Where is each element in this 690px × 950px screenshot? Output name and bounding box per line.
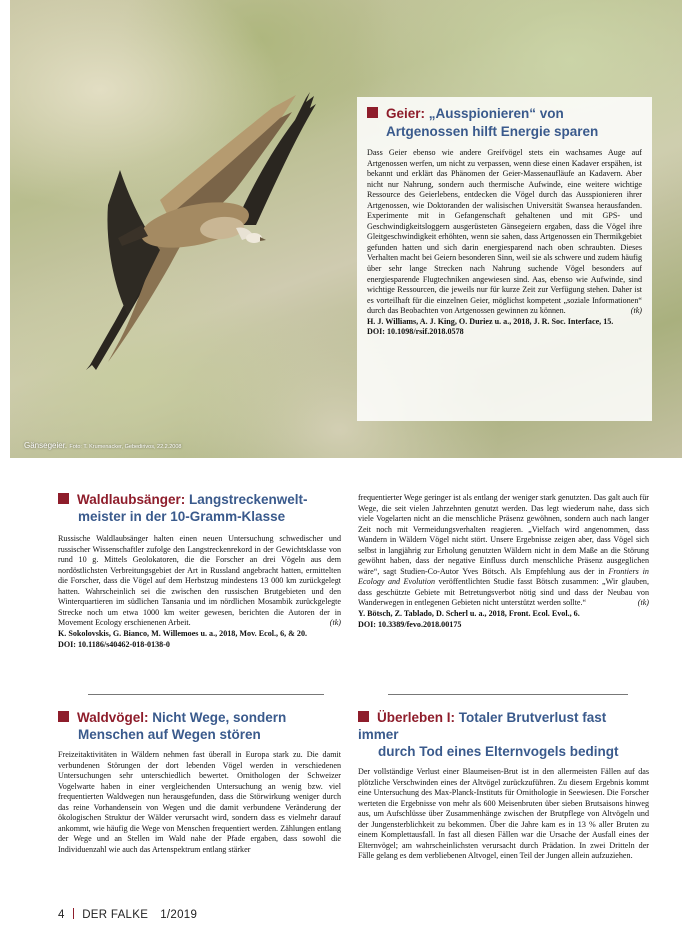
headline-title-line1: Totaler Brutverlust fast immer (358, 710, 607, 742)
geier-body-text: Dass Geier ebenso wie andere Greifvögel stets ein wachsames Auge auf Artgenossen werfen, um nicht zu verpassen, wenn diese einen Kadaver erspähen, ist bekannt und erklärt das Phänomen der Geier-Massenaufläufe an Kadavern. Aber nicht nur Nahrung, sondern auch thermische Aufwinde, eine weitere wichtige Ressource des Geierlebens, entdecken die Vögel durch das Ausspionieren ihrer Artgenossen, wie Doktoranden der walisischen Universität Swansea herausfanden. Experimente mit in Gefangenschaft gehaltenen und mit GPS- und Geschwindigkeitsloggern ausgerüsteten Gänsegeiern ergaben, dass die Vögel ihre Gleitgeschwindigkeit erhöhten, wenn sie sahen, dass Artgenossen ein Thermikgebiet gefunden hatten und sich darin energiesparend nach oben schraubten. Dieses Verhalten macht bei Geiern besonderen Sinn, weil sie als schwere und zudem häufig über sehr lange Strecken nach Nahrung suchende Vögel besonders auf energiesparende Flugtechniken angewiesen sind. Aas, ebenso wie Aufwinde, sind wichtige Ressourcen, die jeweils nur für kurze Zeit zur Verfügung stehen. Daher ist es vorteilhaft für die einzelnen Geier, möglichst kompetent „soziale Informationen“ durch das Beobachten von Artgenossen gewinnen zu können. (367, 148, 642, 316)
geier-article (357, 97, 652, 421)
waldvoegel-body: Freizeitaktivitäten in Wäldern nehmen fast überall in Europa stark zu. Die damit verbundenen Störungen der dort lebenden Vögel werden in verschiedenen Untersuchungen sehr unterschiedlich bewertet. Ornithologen der Schweizer Vogelwarte haben in einer vergleichenden Untersuchung an wenig bzw. viel frequentierten Waldwegen nun herausgefunden, dass die Störwirkung weniger durch das reine Vorhandensein von Wegen und die damit verbundene Veränderung der ökologischen Struktur der Wälder verursacht wird, sondern dass es vielmehr darauf ankommt, wie häufig die Wege von Menschen frequentiert werden. Zählungen entlang der Wege und an Stellen im Wald nahe der Pfade ergaben, dass sowohl die Individuenzahl wie auch das Artenspektrum entlang stärker (58, 750, 341, 854)
photo-credit: Foto: T. Krumenacker, Gebedirivos, 22.2.2008 (69, 444, 182, 450)
photo-caption-text: Gänsegeier. (24, 441, 68, 450)
column2-divider (388, 694, 628, 695)
square-bullet-icon (367, 107, 378, 118)
square-bullet-icon (58, 711, 69, 722)
photo-caption (24, 441, 181, 450)
footer-separator (73, 908, 75, 919)
ueberleben-headline (358, 709, 649, 760)
magazine-name: DER FALKE (82, 909, 149, 921)
body-text-part1: frequentierter Wege geringer ist als entlang der weniger stark genutzten. Das galt auch für Wege, die seit vielen Jahrzehnten genutzt werden. Das legt wiederum nahe, dass sich viele Vogelarten nicht an die menschliche Präsenz gewöhnen, sondern auch nach langer Zeit noch mit Vermeidungsverhalten reagieren. „Vielfach wird angenommen, dass Wandern in Wäldern Vögel nicht stört. Unsere Ergebnisse zeigen aber, dass Vögel sich selbst in langjährig zur Erholung genutzten Wäldern nicht in dem Maße an die Störung gewöhnt haben, dass der negative Einfluss durch menschliche Präsenz ausgeglichen wäre“, sagt Studien-Co-Autor Yves Bötsch. Als Empfehlung aus der in (358, 493, 649, 576)
headline-keyword: Waldvögel: (77, 710, 149, 725)
reference-citation: H. J. Williams, A. J. King, O. Duriez u. a., 2018, J. R. Soc. Interface, 15. (367, 316, 614, 326)
page-number: 4 (58, 909, 65, 921)
reference-doi: DOI: 10.1186/s40462-018-0138-0 (58, 639, 170, 649)
ueberleben-body: Der vollständige Verlust einer Blaumeisen-Brut ist in den allermeisten Fällen auf das plötzliche Verschwinden eines der Altvögel zurückzuführen. Zu diesem Ergebnis kommt eine Untersuchung des Max-Planck-Instituts für Ornithologie in Seewiesen. Die Forscher werteten die Ergebnisse von mehr als 600 Meisenbruten über sieben Brutsaisons hinweg aus, um Aufschlüsse über Zusammenhänge zwischen der Brutpflege von Altvögeln und der Jungensterblichkeit zu bekommen. Über die Jahre kam es in 13 % aller Bruten zu einem Komplettausfall. In fast all diesen Fällen war die Ursache der Ausfall eines der Elternvögel; am wahrscheinlichsten verursacht durch Prädation. In zwei Dritteln der Fälle gelang es dem verbliebenen Altvogel, einen Teil der Jungen allein aufzuziehen. (358, 767, 649, 861)
reference-doi: DOI: 10.1098/rsif.2018.0578 (367, 327, 464, 337)
body-text-part2: veröffentlichten Studie fasst Bötsch zusammen: „Wir glauben, dass geschützte Gebiete mit Betretungsverbot nötig sind und dass der Neubau von Wanderwegen in entlegenen Gebieten nicht unterstützt werden sollte.“ (358, 577, 649, 608)
journal-title: Frontiers in Ecology and Evolution (358, 566, 649, 587)
waldvoegel-continuation (358, 493, 649, 630)
headline-title-line2: durch Tod eines Elternvogels bedingt (378, 744, 619, 759)
headline-title-line2: meister in der 10-Gramm-Klasse (78, 509, 286, 524)
column1-divider (88, 694, 324, 695)
page-footer (58, 908, 197, 921)
ueberleben-article (358, 709, 649, 862)
square-bullet-icon (358, 711, 369, 722)
author-initials: (tk) (637, 598, 649, 608)
waldlaubsaenger-body-text: Russische Waldlaubsänger halten einen neuen Untersuchung schwedischer und russischer Wissenschaftler zufolge den Langstreckenrekord in der Gewichtsklasse von rund 10 g. Mittels Geolokatoren, die die Forscher an drei Vögeln aus dem nordöstlichsten Verbreitungsgebiet der Art in Russland angebracht hatten, ermittelten die Forscher, dass die Vögel auf dem Herbstzug mindestens 13 000 km zurückgelegt hatten. Wahrscheinlich sei die zwischen den russischen Brutgebieten und den Winterquartieren im südlichen Tansania und im nördlichen Mosambik zurückgelegte Strecke noch um etwa 1000 km weiter gewesen, berichten die Autoren der in Movement Ecology erschienenen Arbeit. (58, 534, 341, 628)
square-bullet-icon (58, 493, 69, 504)
vulture-photo (10, 0, 682, 458)
headline-keyword: Geier: (386, 106, 426, 121)
reference-doi: DOI: 10.3389/fevo.2018.00175 (358, 619, 462, 629)
waldvoegel-continued-body (358, 493, 649, 609)
headline-keyword: Überleben I: (377, 710, 456, 725)
geier-reference (367, 317, 642, 338)
waldlaubsaenger-headline (58, 491, 341, 525)
headline-title-line2: Menschen auf Wegen stören (78, 727, 261, 742)
author-initials: (tk) (630, 306, 642, 316)
waldlaubsaenger-body (58, 534, 341, 629)
geier-headline (367, 105, 642, 141)
reference-citation: K. Sokolovskis, G. Bianco, M. Willemoes u. a., 2018, Mov. Ecol., 6, & 20. (58, 628, 308, 638)
headline-title-line2: Artgenossen hilft Energie sparen (386, 124, 599, 139)
waldvoegel-headline (58, 709, 341, 743)
headline-title-line1: Langstreckenwelt- (185, 492, 308, 507)
reference-citation: Y. Bötsch, Z. Tablado, D. Scherl u. a., 2018, Front. Ecol. Evol., 6. (358, 609, 580, 619)
headline-title-line1: „Ausspionieren“ von (425, 106, 564, 121)
geier-body (367, 148, 642, 317)
headline-title-line1: Nicht Wege, sondern (148, 710, 287, 725)
waldvoegel-reference (358, 609, 649, 630)
author-initials: (tk) (329, 618, 341, 628)
waldvoegel-article (58, 709, 341, 855)
waldlaubsaenger-article (58, 491, 341, 650)
waldlaubsaenger-reference (58, 629, 341, 650)
issue-number: 1/2019 (160, 909, 198, 921)
headline-keyword: Waldlaubsänger: (77, 492, 186, 507)
